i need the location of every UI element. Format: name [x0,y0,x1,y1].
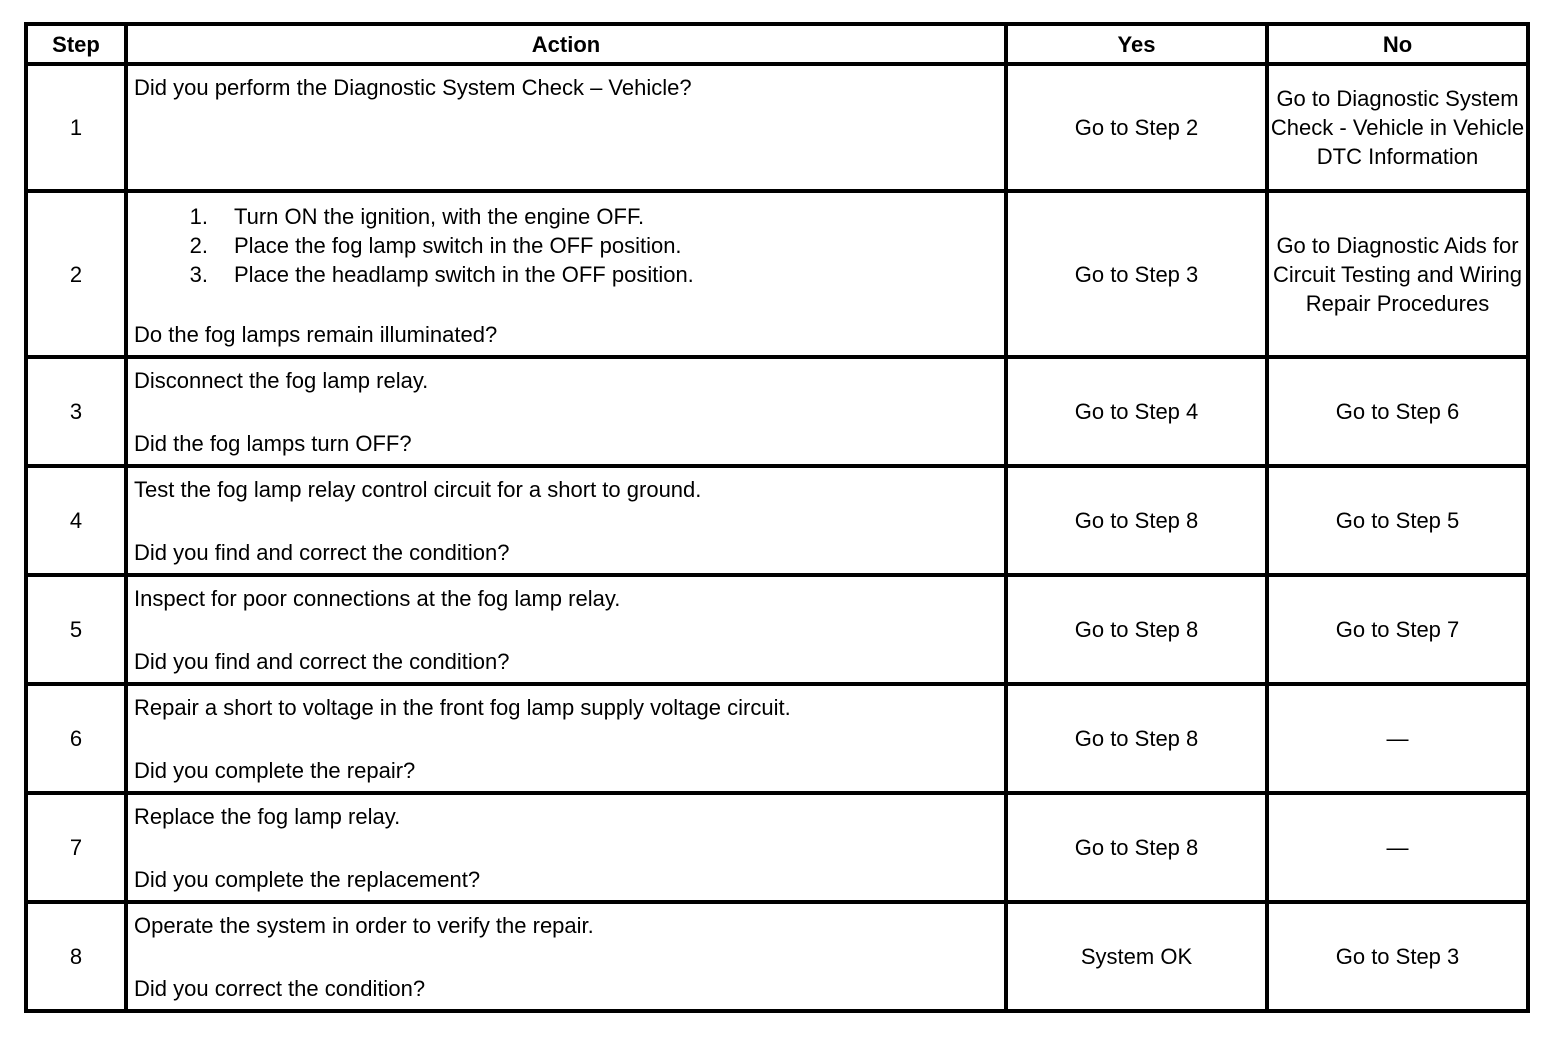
action-text: Inspect for poor connections at the fog lamp relay. [134,586,621,611]
action-text: Test the fog lamp relay control circuit for a short to ground. [134,477,702,502]
table-row [26,684,1528,793]
yes-cell: System OK [1006,902,1267,1011]
list-item: 3. Place the headlamp switch in the OFF position. [189,262,694,287]
step-number: 8 [26,902,126,1011]
action-question: Did the fog lamps turn OFF? [134,431,412,456]
action-question: Did you complete the replacement? [134,867,481,892]
no-cell: Go to Step 3 [1267,902,1528,1011]
action-cell [126,902,1006,1011]
table-row [26,793,1528,902]
action-question: Did you find and correct the condition? [134,540,510,565]
action-cell [126,684,1006,793]
table-row [26,64,1528,191]
step-number: 4 [26,466,126,575]
yes-cell: Go to Step 8 [1006,793,1267,902]
action-cell [126,191,1006,357]
table-row [26,191,1528,357]
table-row [26,357,1528,466]
no-cell: — [1267,793,1528,902]
table-row [26,575,1528,684]
action-cell [126,466,1006,575]
action-text: Repair a short to voltage in the front fog lamp supply voltage circuit. [134,695,791,720]
action-question: Did you correct the condition? [134,976,426,1001]
table-row [26,902,1528,1011]
action-question: Do the fog lamps remain illuminated? [134,322,498,347]
step-number: 3 [26,357,126,466]
yes-cell: Go to Step 3 [1006,191,1267,357]
action-text: Disconnect the fog lamp relay. [134,368,429,393]
header-row [26,24,1528,64]
no-cell: Go to Diagnostic System Check - Vehicle in Vehicle DTC Information [1267,64,1528,191]
no-cell: Go to Step 7 [1267,575,1528,684]
header-step: Step [26,24,126,64]
action-text: Did you perform the Diagnostic System Check – Vehicle? [134,75,692,100]
yes-cell: Go to Step 8 [1006,575,1267,684]
step-number: 1 [26,64,126,191]
action-cell [126,357,1006,466]
header-action: Action [126,24,1006,64]
action-text: Replace the fog lamp relay. [134,804,401,829]
step-number: 6 [26,684,126,793]
table-row [26,466,1528,575]
no-cell: Go to Step 6 [1267,357,1528,466]
yes-cell: Go to Step 4 [1006,357,1267,466]
action-cell [126,793,1006,902]
no-cell: — [1267,684,1528,793]
diagnostic-table [24,22,1530,1013]
yes-cell: Go to Step 8 [1006,466,1267,575]
step-number: 5 [26,575,126,684]
action-question: Did you complete the repair? [134,758,416,783]
list-item: 2. Place the fog lamp switch in the OFF position. [189,233,682,258]
substep-list [134,202,998,289]
header-no: No [1267,24,1528,64]
action-cell [126,64,1006,191]
yes-cell: Go to Step 8 [1006,684,1267,793]
step-number: 2 [26,191,126,357]
action-question: Did you find and correct the condition? [134,649,510,674]
header-yes: Yes [1006,24,1267,64]
yes-cell: Go to Step 2 [1006,64,1267,191]
action-text: Operate the system in order to verify the repair. [134,913,594,938]
no-cell: Go to Diagnostic Aids for Circuit Testing and Wiring Repair Procedures [1267,191,1528,357]
list-item: 1. Turn ON the ignition, with the engine OFF. [189,204,645,229]
no-cell: Go to Step 5 [1267,466,1528,575]
step-number: 7 [26,793,126,902]
action-cell [126,575,1006,684]
